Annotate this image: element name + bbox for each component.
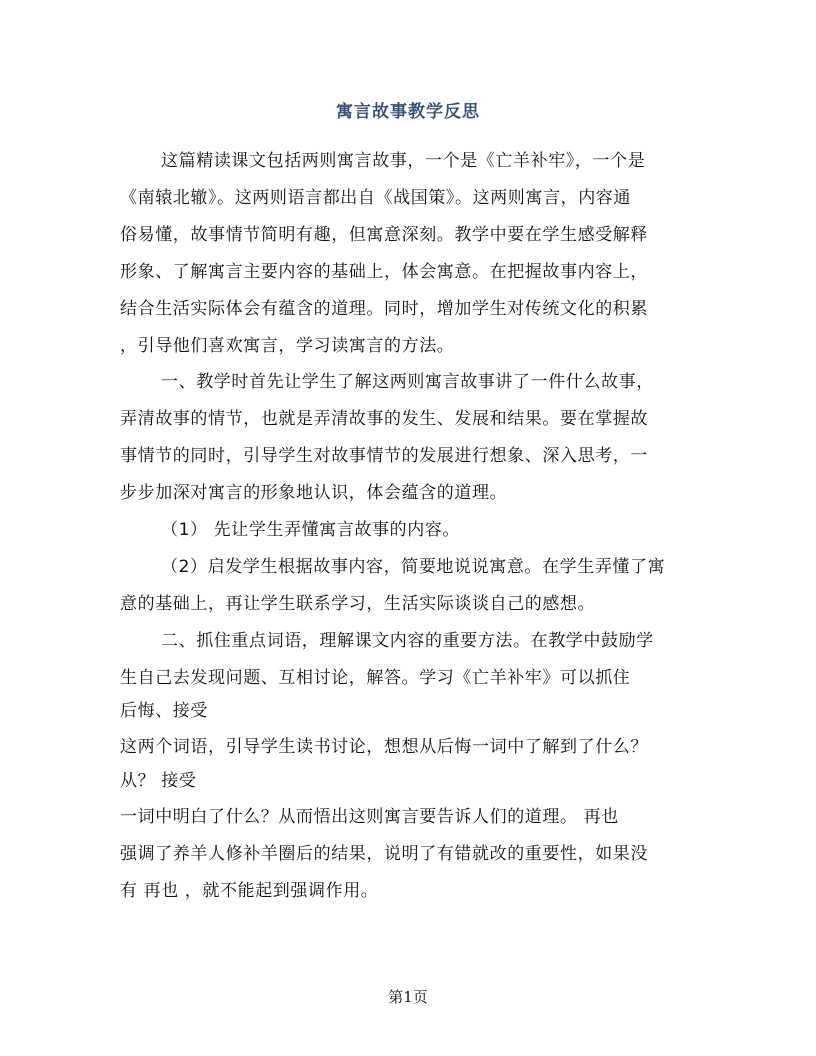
text-line-11: （1） 先让学生弄懂寓言故事的内容。 (161, 520, 461, 540)
text-line-19: 一词中明白了什么？从而悟出这则寓言要告诉人们的道理。 再也 (120, 807, 619, 827)
text-line-7: 一、教学时首先让学生了解这两则寓言故事讲了一件什么故事， (161, 372, 654, 392)
text-line-8: 弄清故事的情节，也就是弄清故事的发生、发展和结果。要在掌握故 (120, 409, 648, 429)
text-line-12: （2）启发学生根据故事内容，简要地说说寓意。在学生弄懂了寓 (161, 557, 666, 577)
text-line-21: 有 再也 ，就不能起到强调作用。 (120, 881, 379, 901)
text-line-20: 强调了养羊人修补羊圈后的结果，说明了有错就改的重要性，如果没 (120, 844, 648, 864)
text-line-18: 从？ 接受 (120, 771, 197, 791)
page-number: 第1页 (388, 988, 428, 1006)
text-line-17: 这两个词语，引导学生读书讨论，想想从后悔一词中了解到了什么？ (120, 737, 648, 757)
text-line-14: 二、抓住重点词语，理解课文内容的重要方法。在教学中鼓励学 (161, 631, 654, 651)
text-line-13: 意的基础上，再让学生联系学习，生活实际谈谈自己的感想。 (120, 594, 596, 614)
text-line-2: 《南辕北辙》。这两则语言都出自《战国策》。这两则寓言，内容通 (120, 188, 631, 208)
text-line-9: 事情节的同时，引导学生对故事情节的发展进行想象、深入思考，一 (120, 446, 648, 466)
text-line-6: ，引导他们喜欢寓言，学习读寓言的方法。 (120, 336, 455, 356)
text-line-10: 步步加深对寓言的形象地认识，体会蕴含的道理。 (120, 483, 508, 503)
text-line-5: 结合生活实际体会有蕴含的道理。同时，增加学生对传统文化的积累 (120, 299, 648, 319)
text-line-1: 这篇精读课文包括两则寓言故事，一个是《亡羊补牢》，一个是 (161, 151, 646, 171)
text-line-4: 形象、了解寓言主要内容的基础上，体会寓意。在把握故事内容上， (120, 262, 648, 282)
page-title: 寓言故事教学反思 (336, 102, 480, 122)
text-line-3: 俗易懂，故事情节简明有趣，但寓意深刻。教学中要在学生感受解释 (120, 225, 648, 245)
text-line-16: 后悔、接受 (120, 701, 208, 721)
text-line-15: 生自己去发现问题、互相讨论，解答。学习《亡羊补牢》可以抓住 (120, 668, 631, 688)
